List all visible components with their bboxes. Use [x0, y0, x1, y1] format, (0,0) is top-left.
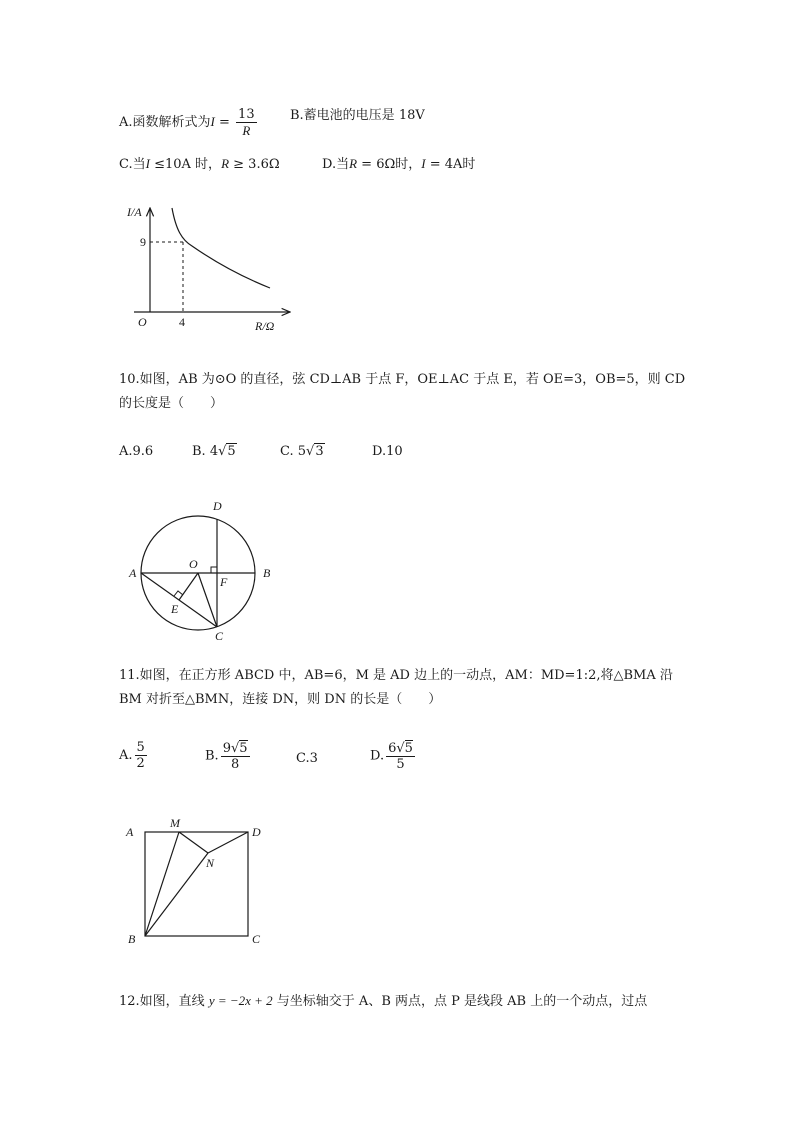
q11-option-c: C.3 — [296, 751, 318, 766]
inverse-function-graph — [120, 200, 300, 340]
label-e: E — [171, 602, 179, 616]
label-c: C — [215, 629, 224, 643]
label-f: F — [220, 575, 228, 589]
q10-text-line2: 的长度是（ ） — [119, 396, 224, 411]
segment-mn — [179, 832, 208, 853]
segment-bm — [145, 832, 179, 936]
q11-option-d: D. $\frac{6√5}{5}$ — [370, 741, 413, 772]
square-figure — [120, 815, 280, 955]
x-tick-label: 4 — [179, 315, 185, 329]
q11-text-line2: BM 对折至△BMN，连接 DN，则 DN 的长是（ ） — [119, 692, 442, 707]
label-c: C — [252, 932, 261, 946]
segment-oc — [198, 573, 217, 627]
label-d: D — [252, 825, 261, 839]
label-b: B — [128, 932, 136, 946]
label-n: N — [206, 856, 215, 870]
label-b: B — [263, 566, 271, 580]
q12-text: 12.如图，直线 y = −2x + 2 与坐标轴交于 A、B 两点，点 P 是线段 AB 上的一个动点，过点 — [119, 993, 648, 1009]
y-axis-label: I/A — [127, 205, 142, 219]
label-a: A — [126, 825, 134, 839]
q9-option-b: B.蓄电池的电压是 18V — [290, 108, 425, 123]
origin-label: O — [138, 315, 147, 329]
q11-option-a: A. $\frac{5}{2}$ — [119, 740, 145, 771]
q9-option-c: C.当I ≤10A 时，R ≥ 3.6Ω — [119, 156, 280, 172]
right-angle-f — [211, 567, 217, 573]
segment-oe — [179, 573, 198, 600]
label-o: O — [189, 557, 198, 571]
x-axis-label: R/Ω — [255, 319, 275, 333]
q9-option-a: A.函数解析式为I = $\frac{13}{R}$ — [119, 107, 255, 138]
q9-fraction: $\frac{13}{R}$ — [238, 107, 255, 138]
q10-option-b: B. 4√5 — [192, 444, 236, 459]
q10-option-a: A.9.6 — [119, 444, 154, 459]
q10-text-line1: 10.如图，AB 为⊙O 的直径，弦 CD⊥AB 于点 F，OE⊥AC 于点 E，若 OE=3，OB=5，则 CD — [119, 372, 686, 387]
q9-option-d: D.当R = 6Ω时，I = 4A时 — [322, 156, 476, 172]
q11-text-line1: 11.如图，在正方形 ABCD 中，AB=6，M 是 AD 边上的一动点，AM：MD=1:2,将△BMA 沿 — [119, 668, 673, 683]
segment-bn — [145, 853, 208, 936]
hyperbola-curve — [172, 208, 270, 288]
circle-figure — [125, 495, 295, 645]
y-tick-label: 9 — [140, 235, 146, 249]
label-d: D — [213, 499, 222, 513]
label-m: M — [170, 816, 180, 830]
label-a: A — [129, 566, 137, 580]
q10-option-c: C. 5√3 — [280, 444, 324, 459]
square-abcd — [145, 832, 248, 936]
segment-dn — [208, 832, 248, 853]
q11-option-b: B. $\frac{9√5}{8}$ — [205, 741, 248, 772]
q10-option-d: D.10 — [372, 444, 403, 459]
